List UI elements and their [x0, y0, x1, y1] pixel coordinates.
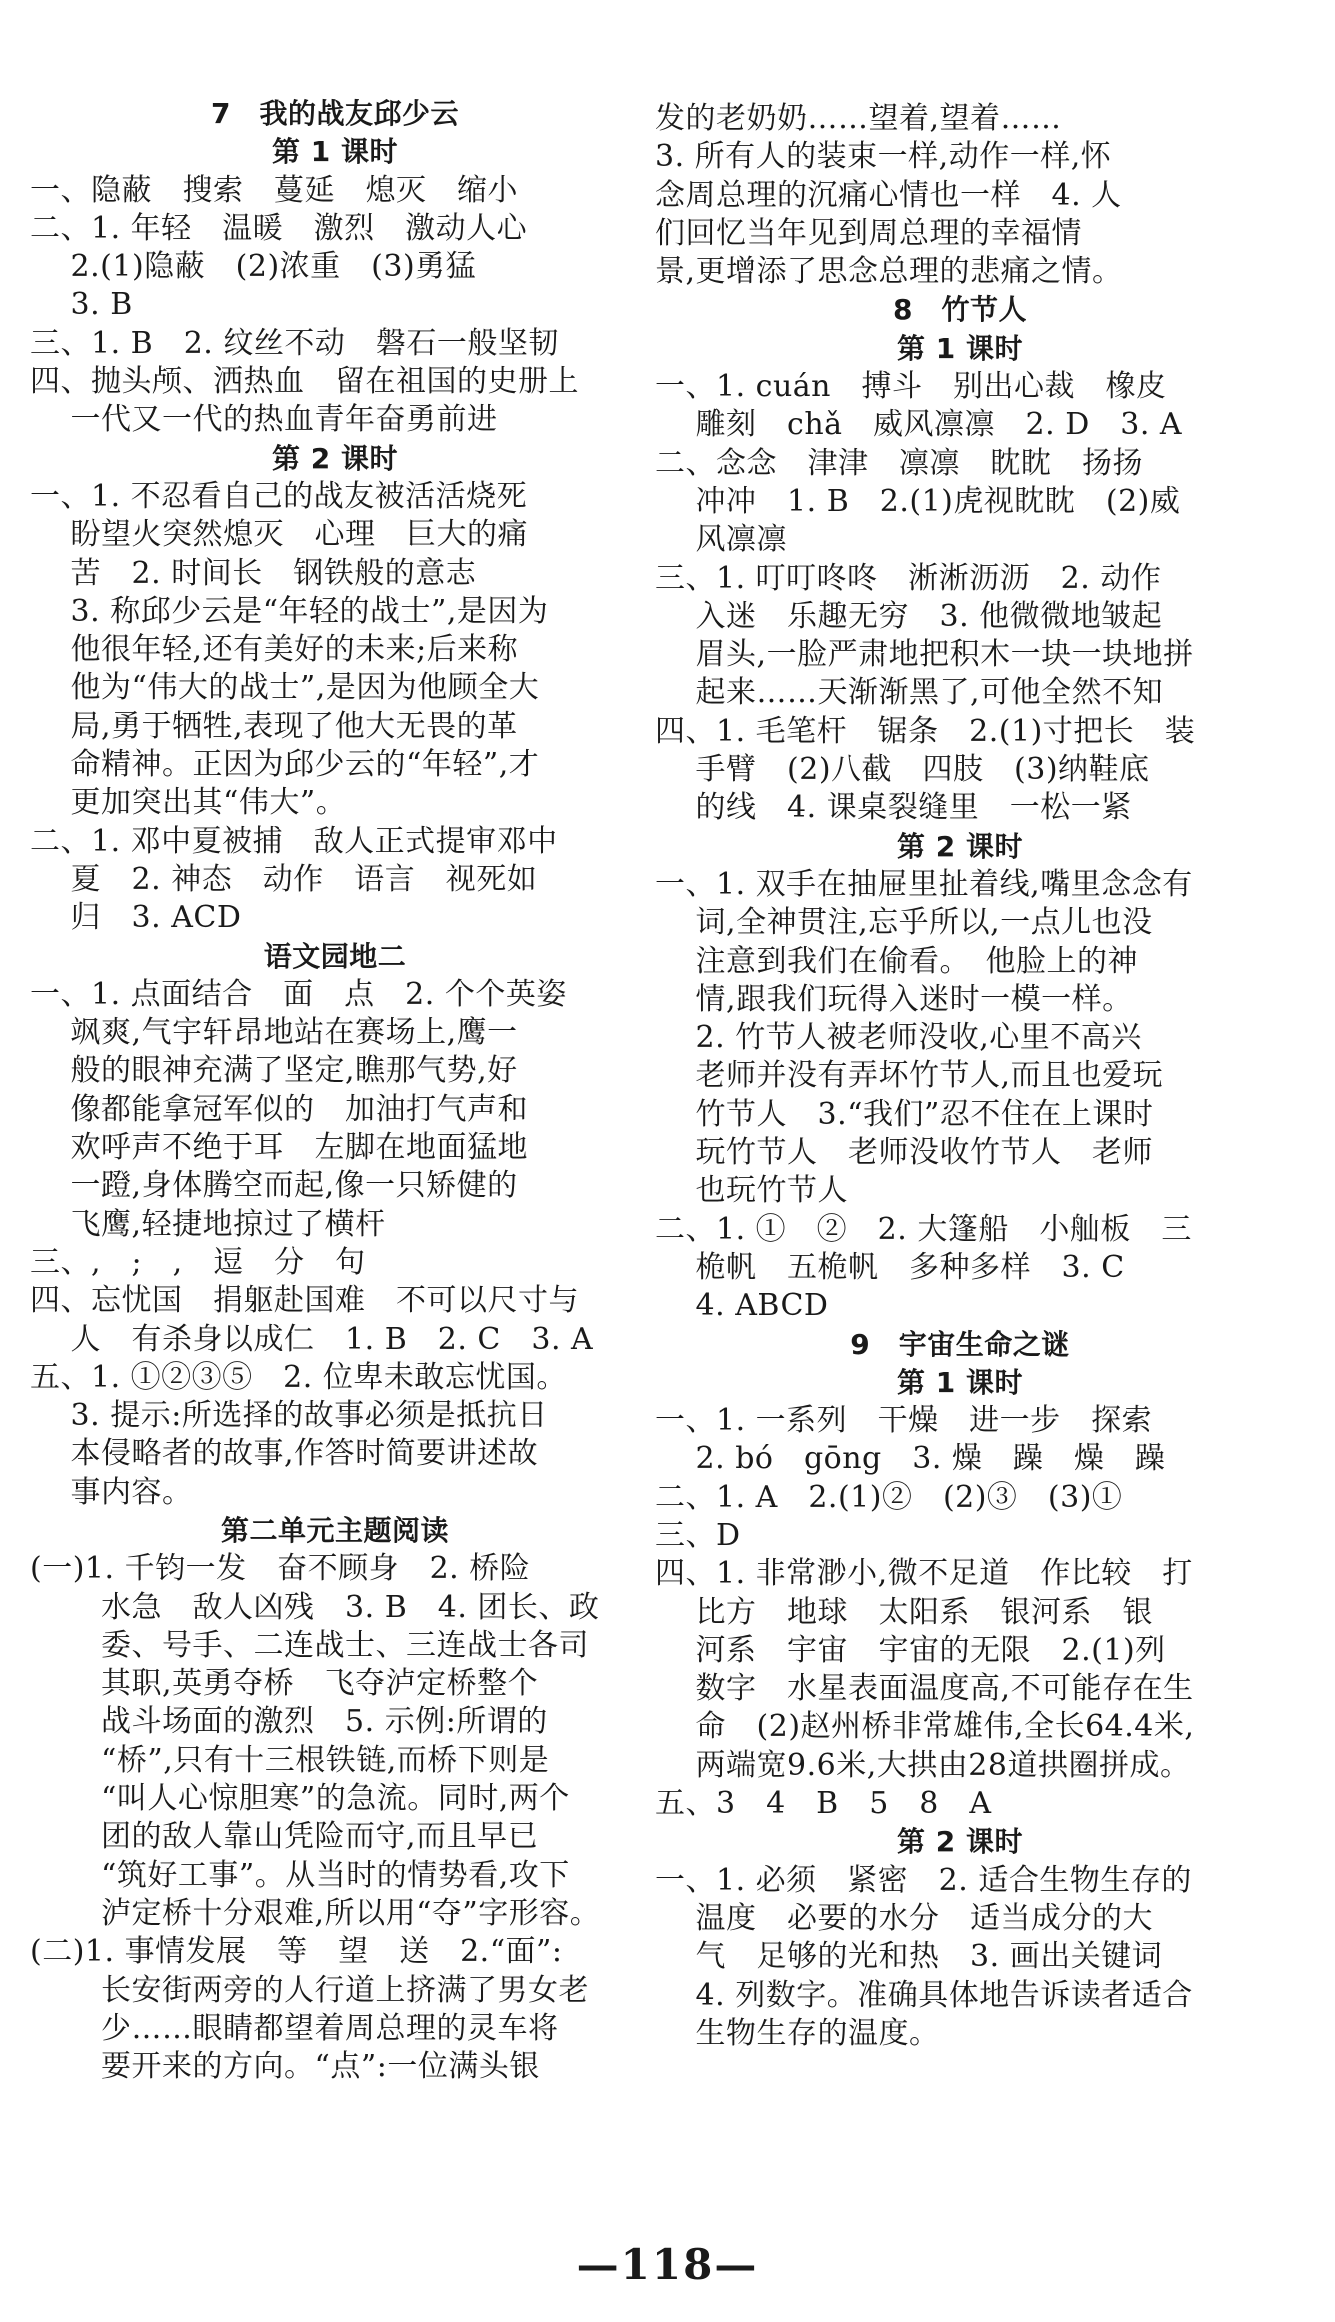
- answer-line: “筑好工事”。从当时的情势看,攻下: [30, 1857, 570, 1893]
- answer-line: 一、1. 不忍看自己的战友被活活烧死: [30, 478, 528, 514]
- answer-line: (二)1. 事情发展 等 望 送 2.“面”:: [30, 1934, 563, 1970]
- answer-line: 二、念念 津津 凛凛 眈眈 扬扬: [655, 445, 1143, 481]
- answer-line: 手臂 (2)八截 四肢 (3)纳鞋底: [655, 752, 1150, 788]
- answer-line: 4. 列数字。准确具体地告诉读者适合: [655, 1977, 1193, 2013]
- answer-line: 五、1. ①②③⑤ 2. 位卑未敢忘忧国。: [30, 1359, 567, 1395]
- answer-line: 也玩竹节人: [655, 1173, 849, 1209]
- answer-line: 3. B: [30, 287, 133, 323]
- answer-line: 两端宽9.6米,大拱由28道拱圈拼成。: [655, 1747, 1191, 1783]
- answer-line: 桅帆 五桅帆 多种多样 3. C: [655, 1249, 1125, 1285]
- answer-line: 们回忆当年见到周总理的幸福情: [655, 215, 1082, 251]
- answer-line: 四、忘忧国 捐躯赴国难 不可以尺寸与: [30, 1283, 579, 1319]
- section-heading: 7 我的战友邱少云: [211, 97, 459, 130]
- answer-line: 情,跟我们玩得入迷时一模一样。: [655, 981, 1133, 1017]
- answer-line: 数字 水星表面温度高,不可能存在生: [655, 1671, 1194, 1707]
- answer-line: 四、1. 非常渺小,微不足道 作比较 打: [655, 1556, 1193, 1592]
- answer-line: 发的老奶奶……望着,望着……: [655, 101, 1062, 136]
- answer-line: 起来……天渐渐黑了,可他全然不知: [655, 675, 1164, 711]
- answer-line: 一、1. 必须 紧密 2. 适合生物生存的: [655, 1862, 1192, 1898]
- answer-line: 一、1. 一系列 干燥 进一步 探索: [655, 1403, 1153, 1439]
- answer-line: 少……眼睛都望着周总理的灵车将: [30, 2010, 559, 2046]
- section-heading: 第 1 课时: [897, 331, 1023, 365]
- answer-line: 他为“伟大的战士”,是因为他顾全大: [30, 670, 540, 706]
- answer-line: 河系 宇宙 宇宙的无限 2.(1)列: [655, 1632, 1166, 1668]
- section-heading: 第 1 课时: [897, 1365, 1023, 1399]
- answer-line: 玩竹节人 老师没收竹节人 老师: [655, 1135, 1154, 1171]
- answer-line: 他很年轻,还有美好的未来;后来称: [30, 632, 519, 668]
- answer-line: 比方 地球 太阳系 银河系 银: [655, 1594, 1154, 1630]
- answer-line: 3. 称邱少云是“年轻的战士”,是因为: [30, 593, 549, 629]
- answer-line: 委、号手、二连战士、三连战士各司: [30, 1627, 590, 1663]
- answer-line: 一、1. cuán 搏斗 别出心裁 橡皮: [655, 369, 1167, 405]
- section-heading: 第 2 课时: [897, 829, 1023, 863]
- section-heading: 第二单元主题阅读: [220, 1513, 449, 1547]
- answer-line: 三、1. B 2. 纹丝不动 磐石一般坚韧: [30, 325, 559, 361]
- answer-line: 注意到我们在偷看。 他脸上的神: [655, 943, 1139, 979]
- answer-line: 事内容。: [30, 1474, 193, 1510]
- answer-line: 雕刻 chǎ 威风凛凛 2. D 3. A: [655, 407, 1183, 443]
- answer-line: 竹节人 3.“我们”忍不住在上课时: [655, 1096, 1154, 1132]
- answer-line: 般的眼神充满了坚定,瞧那气势,好: [30, 1053, 518, 1089]
- answer-line: 三、1. 叮叮咚咚 淅淅沥沥 2. 动作: [655, 560, 1162, 596]
- answer-line: 欢呼声不绝于耳 左脚在地面猛地: [30, 1130, 529, 1166]
- answer-line: 生物生存的温度。: [655, 2015, 940, 2051]
- answer-line: 一代又一代的热血青年奋勇前进: [30, 402, 498, 438]
- answer-line: 归 3. ACD: [30, 900, 242, 936]
- answer-line: 长安街两旁的人行道上挤满了男女老: [30, 1972, 590, 2008]
- answer-line: 念周总理的沉痛心情也一样 4. 人: [655, 177, 1122, 213]
- section-heading: 8 竹节人: [893, 293, 1027, 327]
- answer-line: 词,全神贯注,忘乎所以,一点儿也没: [655, 905, 1153, 941]
- answer-line: 2. 竹节人被老师没收,心里不高兴: [655, 1020, 1142, 1056]
- right-column: [655, 100, 1265, 2053]
- answer-line: 气 足够的光和热 3. 画出关键词: [655, 1939, 1163, 1975]
- answer-line: 盼望火突然熄灭 心理 巨大的痛: [30, 517, 529, 553]
- answer-line: 四、1. 毛笔杆 锯条 2.(1)寸把长 装: [655, 713, 1196, 749]
- answer-line: (一)1. 千钧一发 奋不顾身 2. 桥险: [30, 1551, 531, 1587]
- section-heading: 9 宇宙生命之谜: [850, 1327, 1070, 1361]
- answer-line: 命 (2)赵州桥非常雄伟,全长64.4米,: [655, 1709, 1195, 1745]
- answer-line: 3. 所有人的装束一样,动作一样,怀: [655, 139, 1112, 175]
- answer-line: 冲冲 1. B 2.(1)虎视眈眈 (2)威: [655, 483, 1181, 519]
- answer-line: 局,勇于牺牲,表现了他大无畏的革: [30, 708, 518, 744]
- left-column: [30, 95, 640, 2086]
- section-heading: 第 2 课时: [897, 1825, 1023, 1859]
- answer-line: 老师并没有弄坏竹节人,而且也爱玩: [655, 1058, 1164, 1094]
- answer-line: 飒爽,气宇轩昂地站在赛场上,鹰一: [30, 1015, 518, 1051]
- answer-line: 三、, ; , 逗 分 句: [30, 1244, 366, 1280]
- answer-line: 其职,英勇夺桥 飞夺泸定桥整个: [30, 1666, 539, 1702]
- answer-line: 要开来的方向。“点”:一位满头银: [30, 2049, 540, 2085]
- answer-line: 命精神。正因为邱少云的“年轻”,才: [30, 747, 540, 783]
- answer-line: 一、隐蔽 搜索 蔓延 熄灭 缩小: [30, 172, 518, 208]
- answer-line: 入迷 乐趣无穷 3. 他微微地皱起: [655, 598, 1163, 634]
- answer-line: 五、3 4 B 5 8 A: [655, 1786, 992, 1822]
- page-number: —118—: [576, 2240, 759, 2289]
- answer-line: 4. ABCD: [655, 1288, 829, 1324]
- answer-line: 夏 2. 神态 动作 语言 视死如: [30, 861, 538, 897]
- answer-line: 的线 4. 课桌裂缝里 一松一紧: [655, 790, 1132, 826]
- answer-line: 战斗场面的激烈 5. 示例:所谓的: [30, 1704, 548, 1740]
- answer-line: 像都能拿冠军似的 加油打气声和: [30, 1091, 529, 1127]
- answer-line: 三、D: [655, 1517, 741, 1553]
- answer-line: 眉头,一脸严肃地把积木一块一块地拼: [655, 637, 1194, 673]
- answer-line: 飞鹰,轻捷地掠过了横杆: [30, 1206, 386, 1242]
- answer-line: 3. 提示:所选择的故事必须是抵抗日: [30, 1398, 548, 1434]
- answer-line: 团的敌人靠山凭险而守,而且早已: [30, 1819, 539, 1855]
- section-heading: 第 1 课时: [272, 135, 398, 169]
- answer-line: 本侵略者的故事,作答时简要讲述故: [30, 1436, 539, 1472]
- answer-line: “桥”,只有十三根铁链,而桥下则是: [30, 1742, 550, 1778]
- answer-line: 二、1. 年轻 温暖 激烈 激动人心: [30, 210, 528, 246]
- answer-line: 人 有杀身以成仁 1. B 2. C 3. A: [30, 1321, 594, 1357]
- section-heading: 第 2 课时: [272, 441, 398, 475]
- answer-line: 一蹬,身体腾空而起,像一只矫健的: [30, 1168, 518, 1204]
- answer-line: 二、1. A 2.(1)② (2)③ (3)①: [655, 1479, 1123, 1515]
- answer-line: 一、1. 点面结合 面 点 2. 个个英姿: [30, 976, 567, 1012]
- answer-line: 泸定桥十分艰难,所以用“夺”字形容。: [30, 1895, 601, 1931]
- answer-line: 2. bó gōng 3. 燥 躁 燥 躁: [655, 1441, 1166, 1477]
- answer-line: 2.(1)隐蔽 (2)浓重 (3)勇猛: [30, 249, 477, 285]
- answer-line: 风凛凛: [655, 522, 788, 558]
- answer-line: “叫人心惊胆寒”的急流。同时,两个: [30, 1781, 570, 1817]
- answer-line: 四、抛头颅、洒热血 留在祖国的史册上: [30, 364, 579, 400]
- answer-line: 更加突出其“伟大”。: [30, 785, 347, 821]
- answer-line: 景,更增添了思念总理的悲痛之情。: [655, 254, 1123, 290]
- answer-line: 苦 2. 时间长 钢铁般的意志: [30, 555, 477, 591]
- answer-line: 水急 敌人凶残 3. B 4. 团长、政: [30, 1589, 600, 1625]
- answer-line: 二、1. 邓中夏被捕 敌人正式提审邓中: [30, 823, 558, 859]
- answer-line: 温度 必要的水分 适当成分的大: [655, 1900, 1154, 1936]
- section-heading: 语文园地二: [263, 939, 407, 973]
- answer-line: 一、1. 双手在抽屉里扯着线,嘴里念念有: [655, 866, 1193, 902]
- answer-line: 二、1. ① ② 2. 大篷船 小舢板 三: [655, 1211, 1192, 1247]
